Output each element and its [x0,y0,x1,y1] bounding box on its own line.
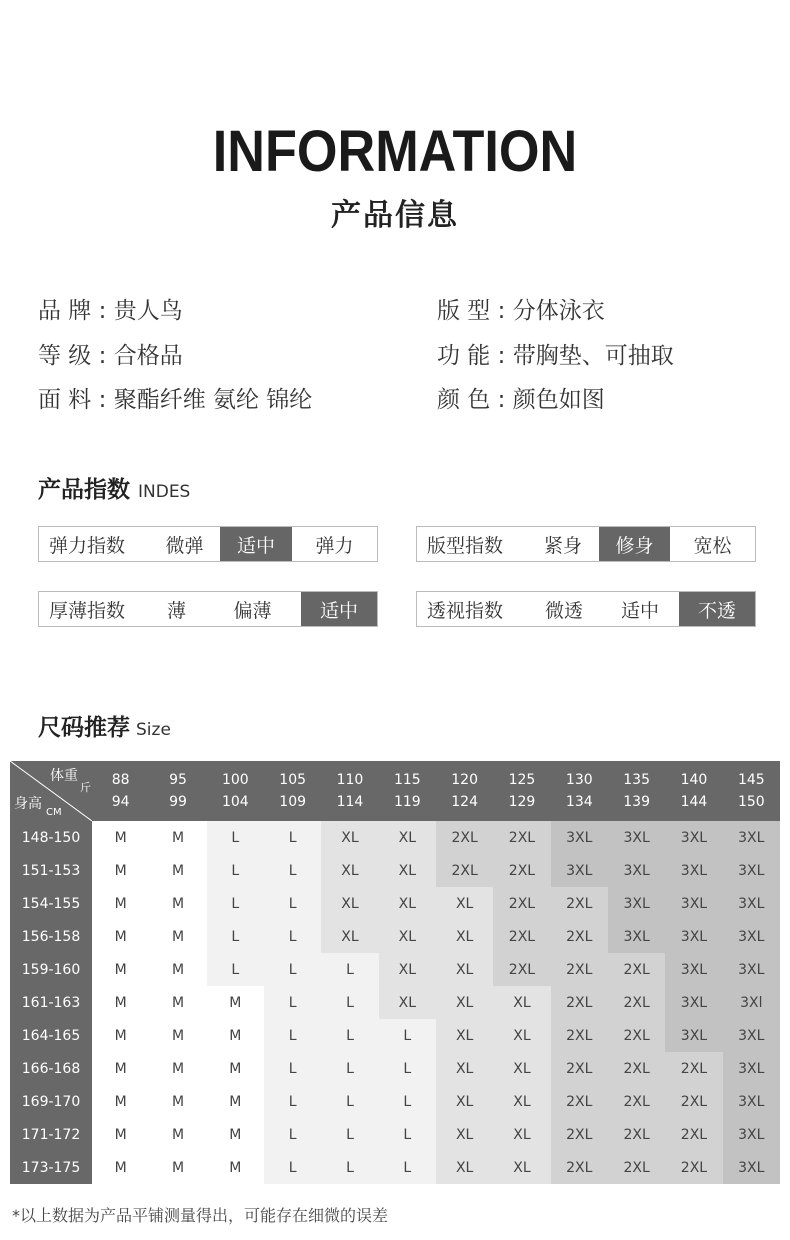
weight-bottom: 109 [279,794,307,810]
size-cell: XL [379,821,436,854]
size-cell: L [264,854,321,887]
size-cell: 3XL [665,953,722,986]
size-cell: M [92,1118,149,1151]
size-cell: 3XL [665,920,722,953]
index-label: 弹力指数 [49,534,126,557]
size-cell: 3XL [551,854,608,887]
size-cell: XL [493,1019,550,1052]
size-section-title [38,709,171,742]
size-cell: M [92,1151,149,1184]
size-cell: 2XL [665,1118,722,1151]
info-value: 分体泳衣 [512,298,605,324]
weight-top: 88 [111,772,130,788]
index-option: 微透 [544,599,583,622]
size-cell: 2XL [608,1052,665,1085]
index-option-selected: 适中 [220,527,292,561]
size-cell: 3XL [723,1085,780,1118]
size-cell: M [149,953,206,986]
table-row [10,920,780,953]
size-cell: 2XL [493,920,550,953]
table-row [10,1085,780,1118]
corner-height-unit: CM [46,807,62,818]
size-cell: 3XL [665,1019,722,1052]
size-cell: 3XL [723,1019,780,1052]
corner-weight-label: 体重 [50,768,78,784]
index-label: 透视指数 [427,599,504,622]
corner-weight-unit: 斤 [80,781,91,794]
size-subtitle: Size [136,720,171,740]
size-cell: 2XL [608,1019,665,1052]
size-cell: M [207,1085,264,1118]
size-cell: L [264,1085,321,1118]
index-option: 偏薄 [233,599,272,622]
index-section-title [38,471,190,504]
height-range-cell: 169-170 [10,1085,92,1118]
size-cell: XL [493,1118,550,1151]
weight-top: 100 [221,772,249,788]
size-cell: XL [436,1052,493,1085]
weight-top: 130 [565,772,593,788]
size-cell: L [264,953,321,986]
weight-bottom: 139 [623,794,650,810]
size-cell: M [149,1118,206,1151]
size-cell: L [321,953,378,986]
height-range-cell: 161-163 [10,986,92,1019]
weight-bottom: 124 [451,794,478,810]
title-chinese: 产品信息 [331,198,459,233]
weight-top: 95 [169,772,187,788]
size-cell: M [92,1085,149,1118]
size-cell: L [379,1085,436,1118]
size-cell: L [321,986,378,1019]
size-cell: 3XL [723,920,780,953]
title-english: INFORMATION [212,119,578,184]
size-cell: L [264,1052,321,1085]
info-value: 颜色如图 [512,387,605,413]
table-row [10,821,780,854]
weight-bottom: 144 [680,794,708,810]
size-cell: L [264,920,321,953]
weight-header-cell [551,761,608,821]
size-cell: 2XL [608,986,665,1019]
height-range-cell: 164-165 [10,1019,92,1052]
size-cell: 2XL [551,1151,608,1184]
size-cell: XL [493,1052,550,1085]
size-cell: 2XL [551,1052,608,1085]
info-label: 面 料 : [38,387,107,413]
size-cell: XL [436,920,493,953]
size-cell: XL [379,920,436,953]
size-cell: 3XL [551,821,608,854]
weight-header-cell [149,761,206,821]
height-range-cell: 166-168 [10,1052,92,1085]
size-cell: M [149,1052,206,1085]
info-value: 带胸垫、可抽取 [512,343,674,369]
table-row [10,986,780,1019]
size-cell: 2XL [608,953,665,986]
size-cell: L [207,887,264,920]
size-cell: L [321,1052,378,1085]
size-cell: L [264,1019,321,1052]
size-cell: 3XL [608,887,665,920]
size-cell: M [92,821,149,854]
size-cell: M [149,1151,206,1184]
size-cell: 2XL [436,854,493,887]
table-row [10,887,780,920]
weight-header-cell [608,761,665,821]
table-row [10,1151,780,1184]
size-cell: XL [436,1118,493,1151]
index-fit [416,526,756,562]
weight-top: 120 [451,772,478,788]
height-range-cell: 151-153 [10,854,92,887]
size-cell: XL [321,854,378,887]
weight-top: 115 [393,772,421,788]
size-cell: L [379,1019,436,1052]
height-range-cell: 148-150 [10,821,92,854]
size-cell: 2XL [665,1085,722,1118]
index-option-selected: 不透 [679,592,755,626]
height-range-cell: 173-175 [10,1151,92,1184]
size-cell: M [92,1052,149,1085]
size-cell: XL [493,986,550,1019]
info-label: 颜 色 : [437,387,506,413]
size-cell: XL [321,920,378,953]
size-cell: L [379,1151,436,1184]
weight-top: 145 [737,772,765,788]
index-option-selected: 修身 [599,527,670,561]
height-range-cell: 154-155 [10,887,92,920]
table-row [10,1019,780,1052]
size-cell: M [149,854,206,887]
size-cell: XL [379,854,436,887]
size-cell: 2XL [551,887,608,920]
size-cell: L [264,1118,321,1151]
size-cell: 2XL [551,1118,608,1151]
size-cell: XL [436,1085,493,1118]
size-cell: 3XL [665,821,722,854]
weight-header-cell [436,761,493,821]
size-cell: L [207,953,264,986]
weight-top: 140 [680,772,708,788]
weight-header-cell [92,761,149,821]
size-cell: L [379,1052,436,1085]
size-cell: 3XL [723,1052,780,1085]
index-option: 宽松 [693,534,732,557]
info-brand [38,292,183,325]
table-row [10,854,780,887]
size-cell: 2XL [551,1019,608,1052]
weight-top: 105 [279,772,307,788]
size-cell: 3XL [723,887,780,920]
size-table-corner [10,761,92,821]
size-cell: 2XL [551,1085,608,1118]
size-cell: L [321,1019,378,1052]
info-value: 合格品 [113,343,183,369]
size-cell: XL [436,887,493,920]
index-option-selected: 适中 [301,592,377,626]
size-cell: 3XL [723,953,780,986]
corner-height-label: 身高 [14,796,42,812]
size-cell: M [207,986,264,1019]
size-cell: L [321,1118,378,1151]
size-cell: XL [436,953,493,986]
size-title: 尺码推荐 [38,715,130,741]
weight-top: 135 [623,772,650,788]
size-cell: M [92,1019,149,1052]
weight-bottom: 99 [169,794,187,810]
size-cell: M [207,1151,264,1184]
size-cell: 3Xl [723,986,780,1019]
size-cell: M [92,986,149,1019]
size-cell: L [264,887,321,920]
weight-header-cell [379,761,436,821]
size-cell: 2XL [665,1052,722,1085]
size-cell: L [207,920,264,953]
size-cell: 3XL [723,1118,780,1151]
size-cell: XL [436,986,493,1019]
size-cell: 2XL [436,821,493,854]
size-cell: M [92,854,149,887]
info-label: 版 型 : [437,298,506,324]
info-fabric [38,381,312,414]
weight-header-cell [264,761,321,821]
size-cell: 3XL [723,1151,780,1184]
weight-bottom: 134 [565,794,593,810]
size-cell: L [207,854,264,887]
size-cell: M [207,1118,264,1151]
info-grade [38,337,183,370]
size-cell: 3XL [665,986,722,1019]
size-cell: 3XL [608,854,665,887]
size-cell: 2XL [493,953,550,986]
info-label: 等 级 : [38,343,107,369]
size-cell: 2XL [493,821,550,854]
size-cell: M [92,953,149,986]
table-row [10,1052,780,1085]
index-option: 薄 [166,599,186,622]
weight-bottom: 119 [393,794,421,810]
weight-bottom: 104 [221,794,249,810]
weight-header-cell [493,761,550,821]
table-row [10,953,780,986]
size-cell: L [321,1151,378,1184]
size-cell: XL [321,887,378,920]
size-cell: XL [436,1151,493,1184]
weight-bottom: 150 [737,794,765,810]
size-cell: L [264,1151,321,1184]
size-cell: 2XL [608,1118,665,1151]
size-cell: 2XL [551,953,608,986]
size-cell: M [207,1019,264,1052]
size-cell: 3XL [665,887,722,920]
size-cell: 2XL [665,1151,722,1184]
info-label: 功 能 : [437,343,506,369]
weight-top: 110 [336,772,364,788]
size-cell: 2XL [493,887,550,920]
weight-header-cell [321,761,378,821]
size-cell: M [92,920,149,953]
index-thickness [38,591,378,627]
height-range-cell: 156-158 [10,920,92,953]
index-option: 紧身 [543,534,582,557]
weight-bottom: 114 [336,794,364,810]
index-transparency [416,591,756,627]
size-cell: 2XL [551,920,608,953]
size-cell: XL [493,1085,550,1118]
size-cell: 2XL [493,854,550,887]
index-label: 厚薄指数 [49,599,126,622]
size-cell: 2XL [608,1151,665,1184]
size-cell: M [149,920,206,953]
weight-header-cell [723,761,780,821]
table-row [10,1118,780,1151]
info-style [437,292,605,325]
size-cell: XL [436,1019,493,1052]
size-cell: M [149,821,206,854]
index-option: 弹力 [315,534,354,557]
size-cell: L [207,821,264,854]
weight-bottom: 129 [508,794,536,810]
height-range-cell: 171-172 [10,1118,92,1151]
size-cell: XL [321,821,378,854]
weight-header-cell [207,761,264,821]
size-cell: XL [379,953,436,986]
size-cell: M [149,1085,206,1118]
size-cell: XL [379,887,436,920]
size-cell: L [379,1118,436,1151]
size-cell: 3XL [608,920,665,953]
size-cell: L [264,986,321,1019]
size-cell: M [207,1052,264,1085]
size-cell: 3XL [723,821,780,854]
size-cell: M [92,887,149,920]
size-cell: 2XL [608,1085,665,1118]
info-value: 贵人鸟 [113,298,183,324]
info-label: 品 牌 : [38,298,107,324]
index-option: 适中 [620,599,659,622]
size-cell: 3XL [665,854,722,887]
index-option: 微弹 [165,534,204,557]
footnote: *以上数据为产品平铺测量得出，可能存在细微的误差 [12,1206,389,1225]
index-subtitle: INDES [138,482,191,502]
size-cell: L [321,1085,378,1118]
size-table [10,761,780,1184]
info-value: 聚酯纤维 氨纶 锦纶 [113,387,313,413]
index-label: 版型指数 [427,534,504,557]
size-cell: 2XL [551,986,608,1019]
height-range-cell: 159-160 [10,953,92,986]
size-cell: 3XL [723,854,780,887]
size-cell: M [149,1019,206,1052]
index-title: 产品指数 [38,477,130,503]
size-cell: L [264,821,321,854]
size-cell: XL [493,1151,550,1184]
weight-top: 125 [508,772,536,788]
size-table-header-row [10,761,780,821]
size-cell: XL [379,986,436,1019]
info-color [437,381,605,414]
index-elasticity [38,526,378,562]
size-cell: M [149,887,206,920]
info-function [437,337,674,370]
weight-header-cell [665,761,722,821]
size-cell: 3XL [608,821,665,854]
weight-bottom: 94 [111,794,130,810]
size-cell: M [149,986,206,1019]
